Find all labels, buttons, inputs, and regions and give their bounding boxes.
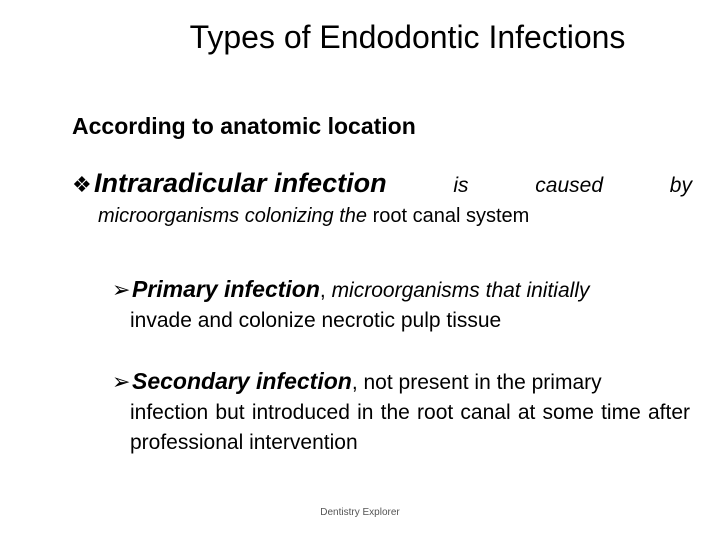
main-bullet-word-caused: caused (535, 174, 604, 197)
sub-bullet-primary-term: Primary infection (132, 276, 320, 302)
sub-bullet-secondary-first-line (112, 366, 690, 398)
main-bullet-word-by: by (669, 174, 692, 197)
section-heading: According to anatomic location (72, 113, 416, 139)
sub-bullet-primary-comma: , (319, 279, 326, 302)
main-bullet-line2-plain: root canal system (367, 205, 530, 227)
slide-title: Types of Endodontic Infections (189, 19, 626, 55)
sub-bullet-primary-continuation: invade and colonize necrotic pulp tissue (130, 309, 502, 332)
sub-bullet-secondary-continuation: infection but introduced in the root canal at some time after professional intervention (130, 401, 690, 454)
sub-bullet-secondary-comma: , (351, 371, 358, 394)
diamond-bullet-icon: ❖ (72, 172, 92, 197)
sub-bullet-secondary (112, 366, 690, 458)
main-bullet (72, 167, 692, 230)
main-bullet-line2-italic: microorganisms colonizing the (98, 205, 368, 227)
arrow-bullet-icon: ➢ (112, 277, 131, 302)
sub-bullet-primary-first-line (112, 274, 690, 306)
main-bullet-line1 (72, 167, 692, 202)
footer-credit: Dentistry Explorer (320, 507, 400, 518)
sub-bullet-secondary-rest: not present in the primary (357, 371, 602, 394)
sub-bullet-primary (112, 274, 690, 336)
main-bullet-term: Intraradicular infection (94, 168, 387, 198)
sub-bullet-primary-rest: microorganisms that initially (325, 279, 590, 302)
main-bullet-word-is: is (453, 174, 469, 197)
sub-bullet-secondary-term: Secondary infection (132, 368, 352, 394)
main-bullet-lead (72, 167, 387, 201)
arrow-bullet-icon: ➢ (112, 369, 131, 394)
main-bullet-line2 (72, 202, 692, 230)
